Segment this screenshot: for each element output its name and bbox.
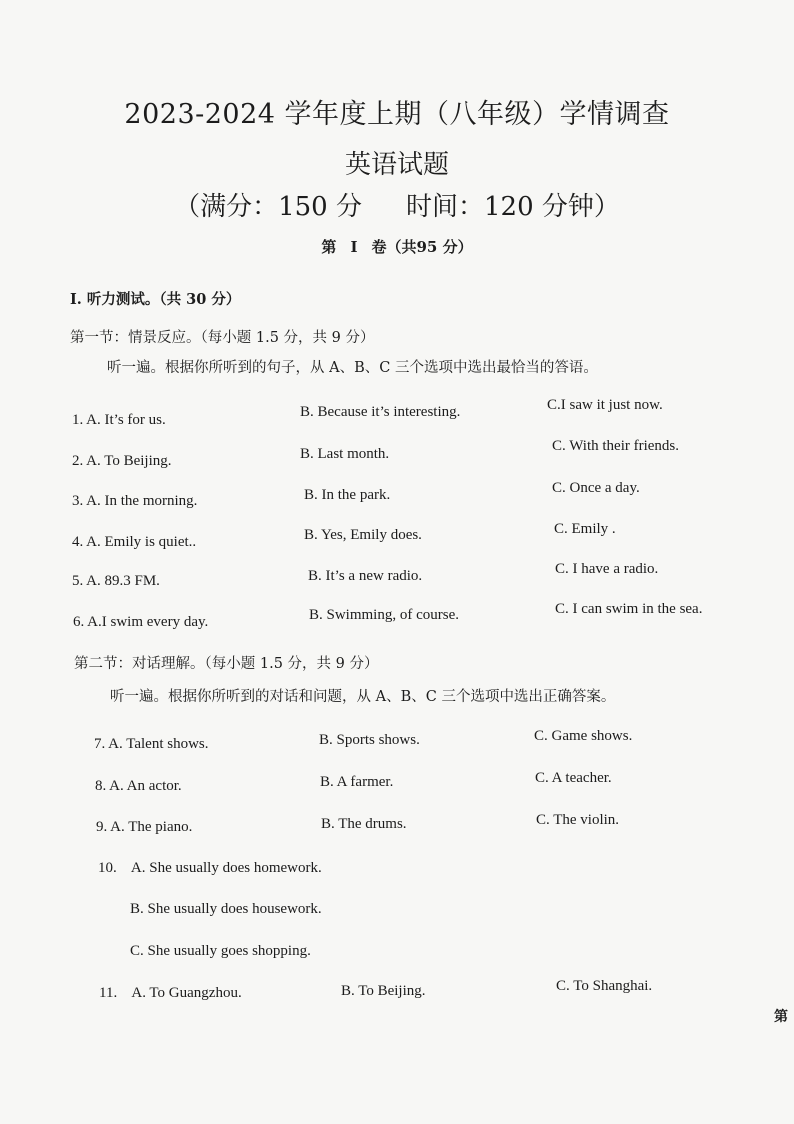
question-6-option-a: 6. A.I swim every day.: [73, 614, 209, 630]
question-5-option-b: B. It’s a new radio.: [308, 568, 423, 584]
question-9-option-b: B. The drums.: [321, 816, 407, 832]
question-11-option-a: 11. A. To Guangzhou.: [99, 985, 242, 1001]
question-4-option-b: B. Yes, Emily does.: [304, 527, 422, 543]
question-10-option-a: 10. A. She usually does homework.: [98, 860, 322, 876]
question-5-option-c: C. I have a radio.: [555, 561, 659, 577]
question-8-option-a: 8. A. An actor.: [95, 778, 182, 794]
question-1-option-b: B. Because it’s interesting.: [300, 404, 461, 420]
question-4-option-c: C. Emily .: [554, 521, 616, 537]
question-11-option-c: C. To Shanghai.: [556, 978, 653, 994]
question-7-option-b: B. Sports shows.: [319, 732, 420, 748]
exam-subject: 英语试题: [344, 150, 449, 180]
part-label: 第: [321, 238, 337, 256]
part-rest: 卷（共95 分）: [371, 238, 473, 256]
question-8-option-c: C. A teacher.: [535, 770, 612, 786]
question-10-option-b: B. She usually does housework.: [130, 901, 322, 917]
question-2-option-c: C. With their friends.: [552, 438, 680, 454]
question-1-option-c: C.I saw it just now.: [547, 397, 663, 413]
subsection-2-instruction: 听一遍。根据你所听到的对话和问题，从 A、B、C 三个选项中选出正确答案。: [110, 689, 616, 705]
question-1-option-a: 1. A. It’s for us.: [72, 412, 166, 428]
question-11-option-b: B. To Beijing.: [341, 983, 426, 999]
question-3-option-b: B. In the park.: [304, 487, 391, 503]
question-9-option-a: 9. A. The piano.: [96, 819, 193, 835]
subsection-1-title: 第一节：情景反应。（每小题 1.5 分，共 9 分）: [70, 330, 375, 346]
part-number: I: [350, 238, 358, 256]
question-5-option-a: 5. A. 89.3 FM.: [72, 573, 160, 589]
part-title: [0, 236, 794, 257]
question-4-option-a: 4. A. Emily is quiet..: [72, 534, 197, 550]
question-6-option-b: B. Swimming, of course.: [309, 607, 459, 623]
question-3-option-c: C. Once a day.: [552, 480, 640, 496]
question-9-option-c: C. The violin.: [536, 812, 620, 828]
exam-meta: [0, 186, 794, 223]
question-6-option-c: C. I can swim in the sea.: [555, 601, 703, 617]
page-marker: 第: [774, 1009, 788, 1025]
question-2-option-b: B. Last month.: [300, 446, 390, 462]
exam-title: 2023-2024 学年度上期（八年级）学情调查: [124, 99, 670, 130]
question-10-option-c: C. She usually goes shopping.: [130, 943, 311, 959]
question-2-option-a: 2. A. To Beijing.: [72, 453, 172, 469]
question-8-option-b: B. A farmer.: [320, 774, 394, 790]
exam-time: 时间：120 分钟）: [406, 192, 620, 222]
question-3-option-a: 3. A. In the morning.: [72, 493, 198, 509]
question-7-option-c: C. Game shows.: [534, 728, 633, 744]
full-score: （满分：150 分: [174, 192, 362, 222]
subsection-1-instruction: 听一遍。根据你所听到的句子，从 A、B、C 三个选项中选出最恰当的答语。: [107, 360, 598, 376]
subsection-2-title: 第二节：对话理解。（每小题 1.5 分，共 9 分）: [74, 656, 379, 672]
question-7-option-a: 7. A. Talent shows.: [94, 736, 209, 752]
section-title: I. 听力测试。（共 30 分）: [70, 291, 241, 308]
